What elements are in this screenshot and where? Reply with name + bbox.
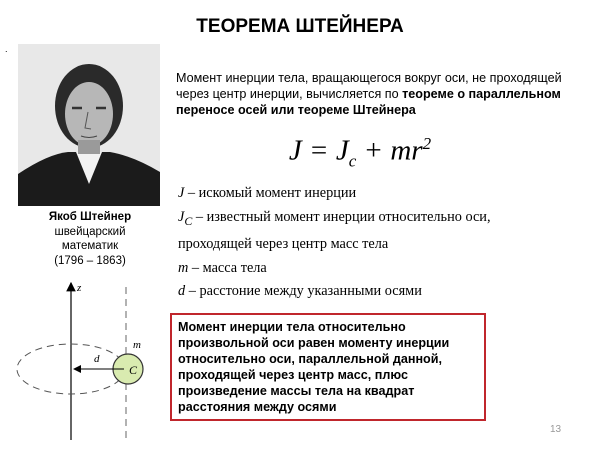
theorem-statement-box: Момент инерции тела относительно произвольной оси равен моменту инерции относительно оси, параллельной данной, проходящей через центр масс, плюс произведение массы тела на квадрат расстояния между осями [170, 313, 486, 421]
formula-rhs: + mr [356, 134, 423, 167]
caption-nationality: швейцарский [54, 225, 126, 238]
steiner-diagram [0, 275, 170, 440]
formula-sub: c [348, 151, 357, 171]
slide-title: ТЕОРЕМА ШТЕЙНЕРА [196, 16, 404, 37]
caption-profession: математик [61, 240, 119, 252]
definition-item: проходящей через центр масс тела [178, 236, 389, 253]
intro-bold-text: теореме о параллельном переносе осей или теореме Штейнера [176, 87, 561, 117]
decor-dot: . [5, 44, 8, 54]
mass-label: m [133, 339, 141, 351]
definition-item: $J_C$ – известный момент инерции относительно оси, [178, 208, 491, 228]
page-number: 13 [550, 424, 562, 435]
distance-label: d [94, 353, 100, 365]
intro-paragraph [176, 70, 586, 118]
caption-name: Якоб Штейнер [48, 211, 132, 223]
caption-years: (1796 – 1863) [54, 254, 126, 267]
definition-item: m – масса тела [178, 259, 267, 276]
formula-sup: 2 [422, 134, 432, 153]
definition-item: J – искомый момент инерции [178, 185, 357, 201]
definition-item: d – расстоние между указанными осями [178, 283, 422, 300]
axis-label: z [77, 282, 82, 294]
definitions-list [178, 182, 491, 304]
formula-lhs: J = J [288, 134, 349, 167]
portrait-steiner [18, 44, 160, 206]
steiner-formula [250, 134, 470, 171]
intro-text: Момент инерции тела, вращающегося вокруг оси, не проходящей через центр инерции, вычисляется по [176, 71, 562, 101]
center-label: C [129, 363, 138, 377]
portrait-caption [14, 210, 166, 268]
